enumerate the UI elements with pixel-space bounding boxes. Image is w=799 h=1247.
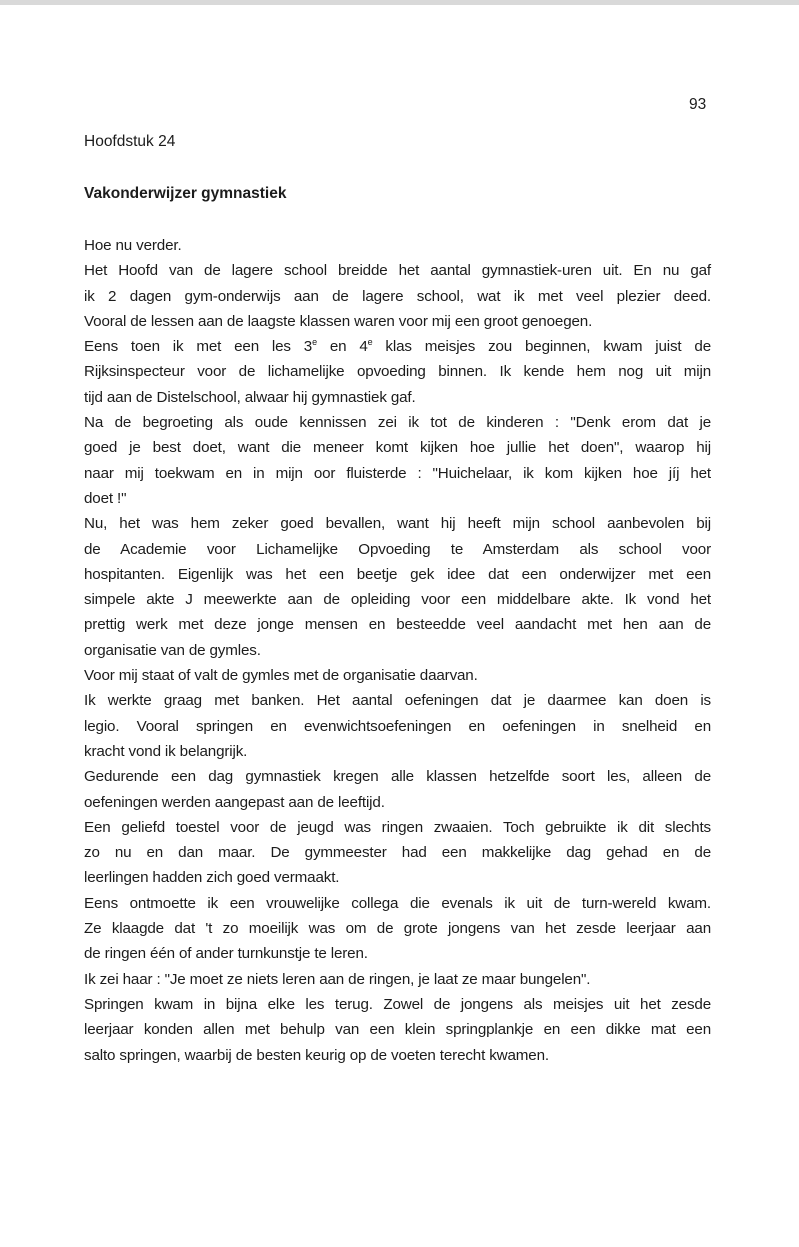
text-line: legio. Vooral springen en evenwichtsoefeningen en oefeningen in snelheid en — [84, 717, 711, 735]
text-line: doet !" — [84, 489, 127, 507]
text-line: Ik zei haar : "Je moet ze niets leren aan de ringen, je laat ze maar bungelen". — [84, 970, 591, 988]
text-line: Vooral de lessen aan de laagste klassen waren voor mij een groot genoegen. — [84, 312, 593, 330]
text-line: Nu, het was hem zeker goed bevallen, want hij heeft mijn school aanbevolen bij — [84, 515, 711, 533]
text-span: en 4 — [316, 338, 368, 356]
text-line: Springen kwam in bijna elke les terug. Zowel de jongens als meisjes uit het zesde — [84, 995, 711, 1013]
text-line: Een geliefd toestel voor de jeugd was ringen zwaaien. Toch gebruikte ik dit slechts — [84, 818, 711, 836]
text-line: Ik werkte graag met banken. Het aantal oefeningen dat je daarmee kan doen is — [84, 692, 711, 710]
text-line: simpele akte J meewerkte aan de opleiding voor een middelbare akte. Ik vond het — [84, 591, 711, 609]
text-line: oefeningen werden aangepast aan de leeftijd. — [84, 793, 385, 811]
text-line: de Academie voor Lichamelijke Opvoeding te Amsterdam als school voor — [84, 540, 711, 558]
section-title: Vakonderwijzer gymnastiek — [84, 185, 287, 202]
text-line: zo nu en dan maar. De gymmeester had een makkelijke dag gehad en de — [84, 844, 711, 862]
text-line: ik 2 dagen gym-onderwijs aan de lagere school, wat ik met veel plezier deed. — [84, 287, 711, 305]
text-line: hospitanten. Eigenlijk was het een beetje gek idee dat een onderwijzer met een — [84, 565, 711, 583]
chapter-heading: Hoofdstuk 24 — [84, 133, 176, 150]
text-line: kracht vond ik belangrijk. — [84, 742, 248, 760]
text-line: tijd aan de Distelschool, alwaar hij gymnastiek gaf. — [84, 388, 416, 406]
text-line: Na de begroeting als oude kennissen zei ik tot de kinderen : "Denk erom dat je — [84, 414, 711, 432]
text-span: klas meisjes zou beginnen, kwam juist de — [372, 338, 711, 356]
scan-edge — [0, 0, 799, 5]
text-line: Hoe nu verder. — [84, 237, 182, 254]
text-line: salto springen, waarbij de besten keurig op de voeten terecht kwamen. — [84, 1046, 549, 1064]
page-number: 93 — [689, 96, 707, 113]
text-line: Gedurende een dag gymnastiek kregen alle klassen hetzelfde soort les, alleen de — [84, 768, 711, 786]
body-text — [84, 233, 711, 1068]
text-line: Het Hoofd van de lagere school breidde het aantal gymnastiek-uren uit. En nu gaf — [84, 262, 711, 280]
text-line: leerlingen hadden zich goed vermaakt. — [84, 869, 340, 887]
text-line: Ze klaagde dat 't zo moeilijk was om de grote jongens van het zesde leerjaar aan — [84, 920, 711, 938]
text-line: Eens ontmoette ik een vrouwelijke collega die evenals ik uit de turn-wereld kwam. — [84, 894, 711, 912]
text-line: Rijksinspecteur voor de lichamelijke opvoeding binnen. Ik kende hem nog uit mijn — [84, 363, 711, 381]
text-line: goed je best doet, want die meneer komt kijken hoe jullie het doen", waarop hij — [84, 439, 711, 457]
text-span: Eens toen ik met een les 3 — [84, 338, 313, 356]
text-line — [84, 334, 711, 359]
text-line: organisatie van de gymles. — [84, 641, 261, 659]
text-line: prettig werk met deze jonge mensen en besteedde veel aandacht met hen aan de — [84, 616, 711, 634]
text-line: naar mij toekwam en in mijn oor fluisterde : "Huichelaar, ik kom kijken hoe jíj het — [84, 464, 711, 482]
text-line: de ringen één of ander turnkunstje te leren. — [84, 945, 368, 963]
superscript: e — [367, 337, 373, 348]
text-line: Voor mij staat of valt de gymles met de organisatie daarvan. — [84, 667, 478, 685]
text-line: leerjaar konden allen met behulp van een klein springplankje en een dikke mat een — [84, 1021, 711, 1039]
superscript: e — [312, 337, 317, 348]
